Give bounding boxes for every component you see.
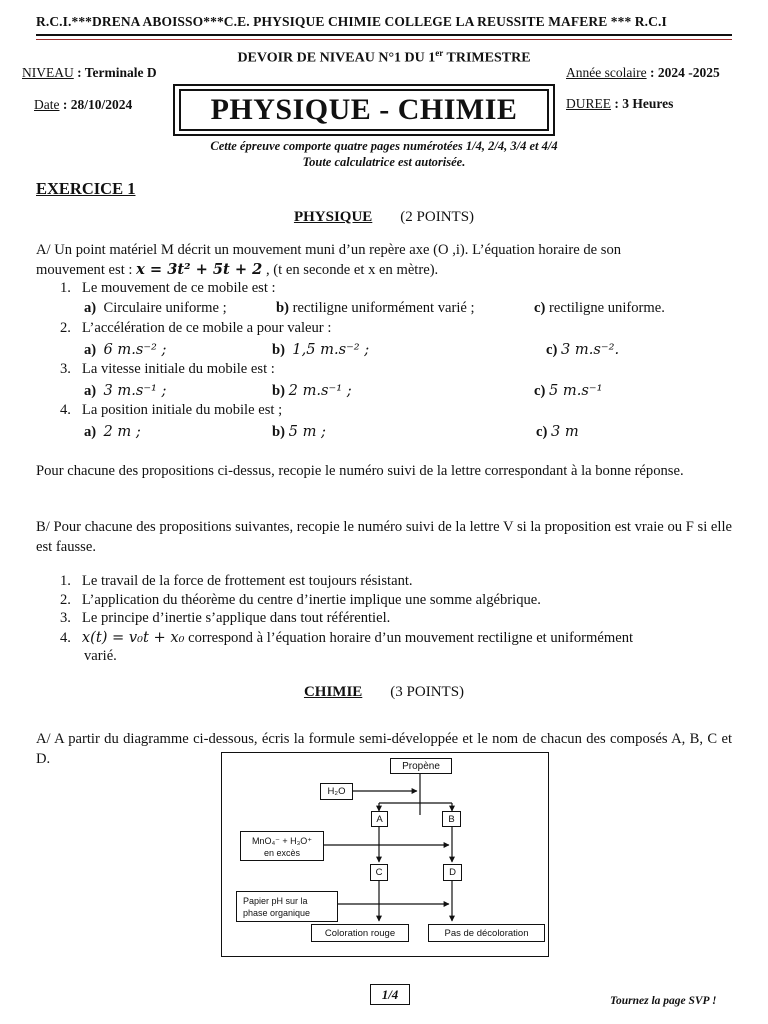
- header-rule: [36, 34, 732, 36]
- q3-option-a: a) 3 m.s⁻¹ ;: [84, 382, 167, 399]
- q1-option-c: c) rectiligne uniforme.: [534, 300, 665, 316]
- instruction-part-a: Pour chacune des propositions ci-dessus, recopie le numéro suivi de la lettre correspondant à la bonne réponse.: [36, 463, 684, 479]
- question-3: 3. La vitesse initiale du mobile est :: [60, 361, 275, 377]
- physique-part-b-intro: B/ Pour chacune des propositions suivantes, recopie le numéro suivi de la lettre V si la proposition est vraie ou F si elle est fausse.: [36, 519, 732, 555]
- q4-option-a: a) 2 m ;: [84, 423, 141, 440]
- box-b: B: [442, 811, 461, 827]
- q4-option-b: b) 5 m ;: [272, 423, 326, 440]
- header-rule-thin: [36, 39, 732, 40]
- box-propene: Propène: [390, 758, 452, 774]
- annee-field: Année scolaire : 2024 -2025: [566, 65, 720, 80]
- date-field: Date : 28/10/2024: [34, 97, 133, 112]
- box-oxidant: MnO₄⁻ + H₃O⁺ en excès: [240, 831, 324, 861]
- physique-part-a-line2: mouvement est : x = 3t² + 5t + 2 , (t en seconde et x en mètre).: [36, 261, 439, 278]
- turn-page-note: Tournez la page SVP !: [610, 995, 717, 1007]
- section-chimie: CHIMIE (3 POINTS): [303, 684, 465, 700]
- q3-option-b: b) 2 m.s⁻¹ ;: [272, 382, 352, 399]
- q3-option-c: c) 5 m.s⁻¹: [534, 382, 603, 399]
- box-a: A: [371, 811, 388, 827]
- niveau-field: NIVEAU : Terminale D: [22, 65, 157, 80]
- box-d: D: [443, 864, 462, 881]
- q4-option-c: c) 3 m: [536, 423, 579, 440]
- q2-option-a: a) 6 m.s⁻² ;: [84, 341, 167, 358]
- horaire-equation: x = 3t² + 5t + 2: [136, 261, 263, 278]
- box-ph-paper: Papier pH sur la phase organique: [236, 891, 338, 922]
- question-2: 2. L’accélération de ce mobile a pour valeur :: [60, 320, 332, 336]
- box-c: C: [370, 864, 388, 881]
- chimie-part-a: A/ A partir du diagramme ci-dessous, écris la formule semi-développée et le nom de chacun des composés A, B, C et D.: [36, 731, 732, 767]
- question-4: 4. La position initiale du mobile est ;: [60, 402, 283, 418]
- devoir-title: DEVOIR DE NIVEAU N°1 DU 1er TRIMESTRE: [237, 48, 531, 66]
- box-h2o: H₂O: [320, 783, 353, 800]
- q1-option-a: a) Circulaire uniforme ;: [84, 300, 227, 316]
- info-calculator: Toute calculatrice est autorisée.: [302, 155, 466, 169]
- question-1: 1. Le mouvement de ce mobile est :: [60, 280, 276, 296]
- part-b-item-1: 1. Le travail de la force de frottement est toujours résistant.: [60, 573, 413, 589]
- q1-option-b: b) rectiligne uniformément varié ;: [276, 300, 475, 316]
- section-physique: PHYSIQUE (2 POINTS): [293, 209, 475, 225]
- physique-part-a-line1: A/ Un point matériel M décrit un mouvement muni d’un repère axe (O ,i). L’équation horaire de son: [36, 242, 622, 258]
- part-b-item-4-cont: varié.: [84, 648, 117, 664]
- page-number: 1/4: [370, 984, 410, 1005]
- q2-option-b: b) 1,5 m.s⁻² ;: [272, 341, 370, 358]
- box-coloration-rouge: Coloration rouge: [311, 924, 409, 942]
- page-title: PHYSIQUE - CHIMIE: [179, 89, 549, 131]
- q2-option-c: c) 3 m.s⁻².: [546, 341, 620, 358]
- exercise-title: EXERCICE 1: [36, 179, 136, 198]
- reaction-diagram: [221, 752, 549, 957]
- part-b-item-3: 3. Le principe d’inertie s’applique dans tout référentiel.: [60, 610, 391, 626]
- part-b-item-2: 2. L’application du théorème du centre d’inertie implique une somme algébrique.: [60, 592, 541, 608]
- info-pages: Cette épreuve comporte quatre pages numérotées 1/4, 2/4, 3/4 et 4/4: [210, 139, 558, 153]
- school-header: R.C.I.***DRENA ABOISSO***C.E. PHYSIQUE CHIMIE COLLEGE LA REUSSITE MAFERE *** R.C.I: [36, 14, 667, 29]
- part-b-item-4: 4. x(t) = v₀t + x₀ correspond à l’équation horaire d’un mouvement rectiligne et uniformément: [60, 629, 634, 646]
- duree-field: DUREE : 3 Heures: [566, 96, 674, 111]
- box-pas-decoloration: Pas de décoloration: [428, 924, 545, 942]
